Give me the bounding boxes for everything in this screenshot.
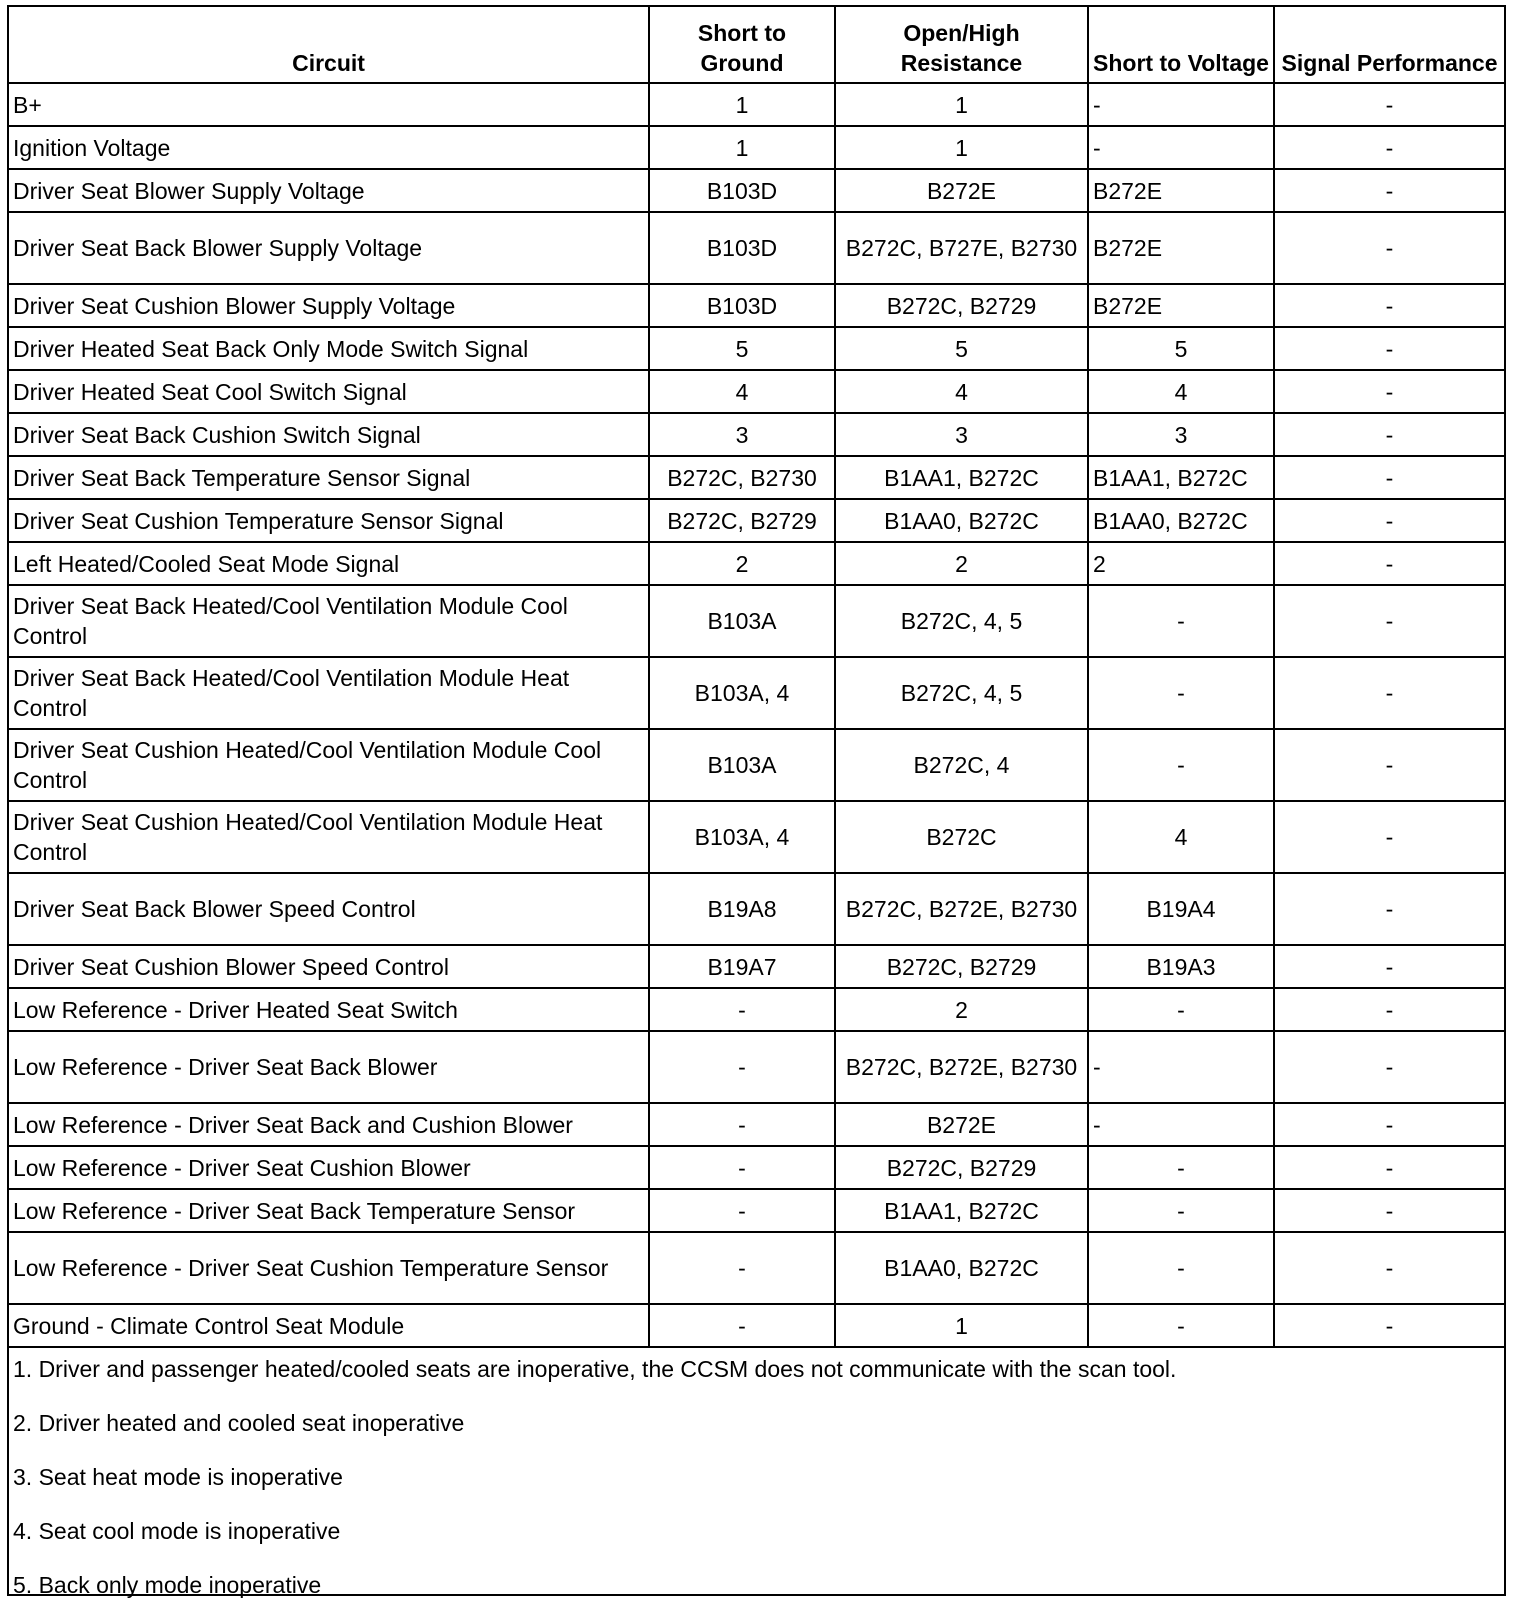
short-to-voltage-cell: B1AA1, B272C — [1088, 456, 1274, 499]
short-to-ground-cell: B103A — [649, 729, 835, 801]
signal-performance-cell: - — [1274, 729, 1504, 801]
table-row — [9, 413, 1504, 456]
table-row — [9, 456, 1504, 499]
footnote-3: 3. Seat heat mode is inoperative — [13, 1464, 343, 1490]
circuit-cell: B+ — [9, 83, 649, 126]
signal-performance-cell: - — [1274, 284, 1504, 327]
open-high-resistance-cell: 5 — [835, 327, 1088, 370]
open-high-resistance-cell: B272C, B2729 — [835, 1146, 1088, 1189]
signal-performance-cell: - — [1274, 1232, 1504, 1304]
footnote-4: 4. Seat cool mode is inoperative — [13, 1518, 341, 1544]
circuit-cell: Driver Seat Blower Supply Voltage — [9, 169, 649, 212]
short-to-voltage-cell: B19A3 — [1088, 945, 1274, 988]
short-to-ground-cell: B19A8 — [649, 873, 835, 945]
header-open-high-resistance: Open/High Resistance — [835, 7, 1088, 83]
open-high-resistance-cell: 1 — [835, 1304, 1088, 1347]
circuit-cell: Low Reference - Driver Seat Back Temperature Sensor — [9, 1189, 649, 1232]
open-high-resistance-cell: 1 — [835, 83, 1088, 126]
short-to-voltage-cell: - — [1088, 83, 1274, 126]
circuit-cell: Driver Seat Back Heated/Cool Ventilation Module Cool Control — [9, 585, 649, 657]
short-to-ground-cell: 3 — [649, 413, 835, 456]
short-to-ground-cell: B272C, B2729 — [649, 499, 835, 542]
signal-performance-cell: - — [1274, 169, 1504, 212]
short-to-ground-cell: B272C, B2730 — [649, 456, 835, 499]
short-to-voltage-cell: - — [1088, 1232, 1274, 1304]
table-row — [9, 801, 1504, 873]
table-row — [9, 988, 1504, 1031]
short-to-voltage-cell: 5 — [1088, 327, 1274, 370]
short-to-voltage-cell: B272E — [1088, 284, 1274, 327]
open-high-resistance-cell: B272C, 4 — [835, 729, 1088, 801]
open-high-resistance-cell: 3 — [835, 413, 1088, 456]
header-short-to-ground: Short to Ground — [649, 7, 835, 83]
short-to-ground-cell: 1 — [649, 126, 835, 169]
signal-performance-cell: - — [1274, 1031, 1504, 1103]
header-circuit: Circuit — [9, 7, 649, 83]
open-high-resistance-cell: B272E — [835, 169, 1088, 212]
short-to-voltage-cell: B19A4 — [1088, 873, 1274, 945]
open-high-resistance-cell: B272C, 4, 5 — [835, 585, 1088, 657]
signal-performance-cell: - — [1274, 1304, 1504, 1347]
short-to-voltage-cell: - — [1088, 1189, 1274, 1232]
table-row — [9, 1103, 1504, 1146]
short-to-ground-cell: - — [649, 1103, 835, 1146]
circuit-cell: Driver Seat Cushion Temperature Sensor Signal — [9, 499, 649, 542]
circuit-cell: Low Reference - Driver Heated Seat Switch — [9, 988, 649, 1031]
signal-performance-cell: - — [1274, 212, 1504, 284]
open-high-resistance-cell: 4 — [835, 370, 1088, 413]
signal-performance-cell: - — [1274, 945, 1504, 988]
circuit-cell: Driver Seat Back Temperature Sensor Signal — [9, 456, 649, 499]
footnote-1: 1. Driver and passenger heated/cooled seats are inoperative, the CCSM does not communicate with the scan tool. — [13, 1356, 1177, 1382]
table-row — [9, 542, 1504, 585]
short-to-ground-cell: - — [649, 1232, 835, 1304]
circuit-cell: Driver Seat Cushion Heated/Cool Ventilation Module Cool Control — [9, 729, 649, 801]
short-to-voltage-cell: B272E — [1088, 212, 1274, 284]
circuit-cell: Driver Seat Cushion Blower Supply Voltage — [9, 284, 649, 327]
short-to-voltage-cell: 3 — [1088, 413, 1274, 456]
short-to-voltage-cell: B1AA0, B272C — [1088, 499, 1274, 542]
footnotes — [9, 1348, 1504, 1624]
short-to-ground-cell: B103A, 4 — [649, 801, 835, 873]
footnote-5: 5. Back only mode inoperative — [13, 1572, 322, 1598]
circuit-fault-table — [9, 7, 1504, 1348]
circuit-cell: Driver Heated Seat Cool Switch Signal — [9, 370, 649, 413]
table-row — [9, 370, 1504, 413]
table-row — [9, 729, 1504, 801]
table-row — [9, 1031, 1504, 1103]
circuit-cell: Driver Seat Cushion Heated/Cool Ventilation Module Heat Control — [9, 801, 649, 873]
footnote-2: 2. Driver heated and cooled seat inoperative — [13, 1410, 465, 1436]
signal-performance-cell: - — [1274, 1103, 1504, 1146]
short-to-voltage-cell: - — [1088, 1146, 1274, 1189]
short-to-ground-cell: B103D — [649, 169, 835, 212]
short-to-ground-cell: - — [649, 1304, 835, 1347]
open-high-resistance-cell: B1AA1, B272C — [835, 1189, 1088, 1232]
open-high-resistance-cell: 2 — [835, 542, 1088, 585]
short-to-voltage-cell: - — [1088, 988, 1274, 1031]
short-to-ground-cell: 5 — [649, 327, 835, 370]
table-row — [9, 1189, 1504, 1232]
table-row — [9, 1146, 1504, 1189]
circuit-cell: Low Reference - Driver Seat Back Blower — [9, 1031, 649, 1103]
table-row — [9, 585, 1504, 657]
circuit-cell: Driver Seat Back Cushion Switch Signal — [9, 413, 649, 456]
signal-performance-cell: - — [1274, 1189, 1504, 1232]
circuit-cell: Driver Seat Back Heated/Cool Ventilation Module Heat Control — [9, 657, 649, 729]
short-to-ground-cell: - — [649, 1146, 835, 1189]
short-to-ground-cell: B103A, 4 — [649, 657, 835, 729]
table-row — [9, 284, 1504, 327]
short-to-voltage-cell: - — [1088, 1304, 1274, 1347]
short-to-voltage-cell: B272E — [1088, 169, 1274, 212]
signal-performance-cell: - — [1274, 499, 1504, 542]
open-high-resistance-cell: 1 — [835, 126, 1088, 169]
signal-performance-cell: - — [1274, 413, 1504, 456]
short-to-voltage-cell: - — [1088, 126, 1274, 169]
open-high-resistance-cell: 2 — [835, 988, 1088, 1031]
short-to-ground-cell: 1 — [649, 83, 835, 126]
table-row — [9, 169, 1504, 212]
table-row — [9, 945, 1504, 988]
short-to-ground-cell: - — [649, 1189, 835, 1232]
circuit-cell: Ground - Climate Control Seat Module — [9, 1304, 649, 1347]
circuit-cell: Low Reference - Driver Seat Cushion Blower — [9, 1146, 649, 1189]
header-signal-performance: Signal Performance — [1274, 7, 1504, 83]
open-high-resistance-cell: B272E — [835, 1103, 1088, 1146]
circuit-cell: Driver Seat Back Blower Supply Voltage — [9, 212, 649, 284]
short-to-voltage-cell: - — [1088, 1031, 1274, 1103]
table-row — [9, 657, 1504, 729]
open-high-resistance-cell: B272C, B272E, B2730 — [835, 873, 1088, 945]
short-to-ground-cell: 4 — [649, 370, 835, 413]
signal-performance-cell: - — [1274, 83, 1504, 126]
signal-performance-cell: - — [1274, 370, 1504, 413]
short-to-ground-cell: B19A7 — [649, 945, 835, 988]
table-row — [9, 327, 1504, 370]
open-high-resistance-cell: B1AA1, B272C — [835, 456, 1088, 499]
table-row — [9, 873, 1504, 945]
signal-performance-cell: - — [1274, 456, 1504, 499]
table-row — [9, 1232, 1504, 1304]
signal-performance-cell: - — [1274, 657, 1504, 729]
short-to-ground-cell: - — [649, 988, 835, 1031]
short-to-ground-cell: - — [649, 1031, 835, 1103]
short-to-voltage-cell: 4 — [1088, 370, 1274, 413]
short-to-ground-cell: B103D — [649, 284, 835, 327]
short-to-voltage-cell: - — [1088, 657, 1274, 729]
short-to-voltage-cell: 2 — [1088, 542, 1274, 585]
open-high-resistance-cell: B272C, B2729 — [835, 945, 1088, 988]
signal-performance-cell: - — [1274, 126, 1504, 169]
short-to-ground-cell: B103A — [649, 585, 835, 657]
circuit-cell: Low Reference - Driver Seat Cushion Temperature Sensor — [9, 1232, 649, 1304]
signal-performance-cell: - — [1274, 873, 1504, 945]
open-high-resistance-cell: B272C — [835, 801, 1088, 873]
short-to-voltage-cell: 4 — [1088, 801, 1274, 873]
circuit-cell: Driver Heated Seat Back Only Mode Switch Signal — [9, 327, 649, 370]
open-high-resistance-cell: B1AA0, B272C — [835, 499, 1088, 542]
signal-performance-cell: - — [1274, 801, 1504, 873]
table-row — [9, 83, 1504, 126]
open-high-resistance-cell: B272C, 4, 5 — [835, 657, 1088, 729]
short-to-voltage-cell: - — [1088, 1103, 1274, 1146]
signal-performance-cell: - — [1274, 585, 1504, 657]
header-row — [9, 7, 1504, 83]
table-row — [9, 212, 1504, 284]
circuit-cell: Ignition Voltage — [9, 126, 649, 169]
short-to-voltage-cell: - — [1088, 729, 1274, 801]
table-row — [9, 126, 1504, 169]
open-high-resistance-cell: B1AA0, B272C — [835, 1232, 1088, 1304]
short-to-ground-cell: B103D — [649, 212, 835, 284]
short-to-voltage-cell: - — [1088, 585, 1274, 657]
signal-performance-cell: - — [1274, 542, 1504, 585]
circuit-cell: Low Reference - Driver Seat Back and Cushion Blower — [9, 1103, 649, 1146]
signal-performance-cell: - — [1274, 988, 1504, 1031]
circuit-cell: Driver Seat Cushion Blower Speed Control — [9, 945, 649, 988]
open-high-resistance-cell: B272C, B2729 — [835, 284, 1088, 327]
table-row — [9, 1304, 1504, 1347]
signal-performance-cell: - — [1274, 1146, 1504, 1189]
short-to-ground-cell: 2 — [649, 542, 835, 585]
open-high-resistance-cell: B272C, B272E, B2730 — [835, 1031, 1088, 1103]
open-high-resistance-cell: B272C, B727E, B2730 — [835, 212, 1088, 284]
table-row — [9, 499, 1504, 542]
diagnostic-table-frame — [7, 5, 1506, 1596]
signal-performance-cell: - — [1274, 327, 1504, 370]
circuit-cell: Left Heated/Cooled Seat Mode Signal — [9, 542, 649, 585]
circuit-cell: Driver Seat Back Blower Speed Control — [9, 873, 649, 945]
header-short-to-voltage: Short to Voltage — [1088, 7, 1274, 83]
